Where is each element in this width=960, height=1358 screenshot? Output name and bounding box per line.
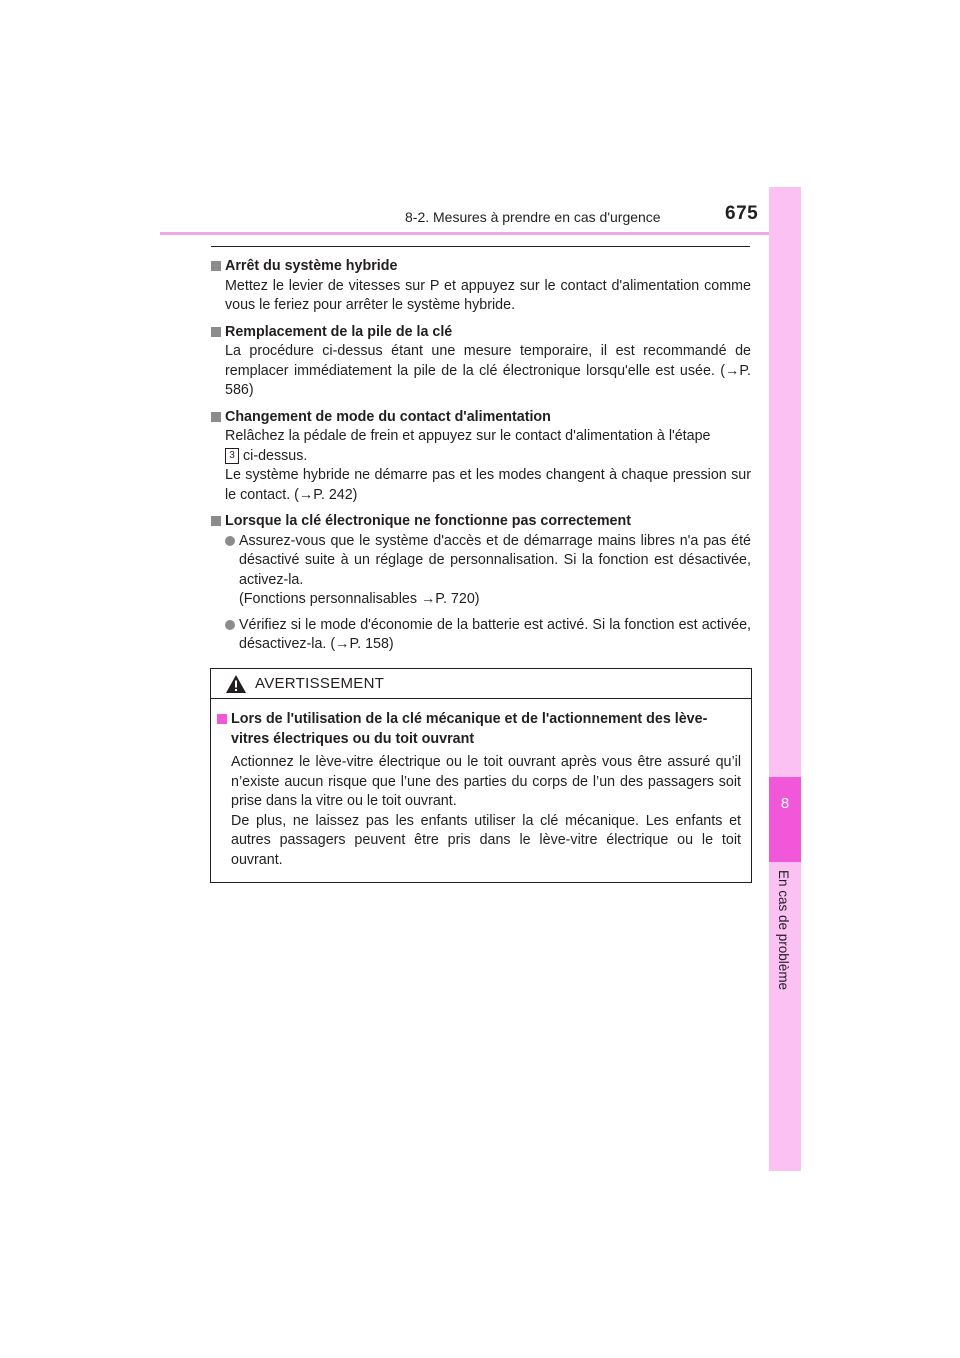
- section-title: 8-2. Mesures à prendre en cas d'urgence: [405, 209, 661, 225]
- item-body-text: Le système hybride ne démarre pas et les modes changent à chaque pression sur le contact. (→P. 242): [225, 467, 751, 503]
- step-number-box: 3: [225, 448, 239, 464]
- chapter-label: En cas de problème: [776, 870, 791, 991]
- section-item: [211, 512, 751, 655]
- item-body: La procédure ci-dessus étant une mesure temporaire, il est recommandé de remplacer immédiatement la pile de la clé électronique lorsqu'elle est usée. (→P. 586): [225, 343, 751, 398]
- square-bullet-icon: [211, 516, 221, 526]
- chapter-sidetab: [769, 187, 801, 1171]
- chapter-tab-active: [769, 777, 801, 862]
- bullet-text: Vérifiez si le mode d'économie de la batterie est activé. Si la fonction est activée, désactivez-la. (→P. 158): [239, 616, 751, 652]
- item-title: Remplacement de la pile de la clé: [225, 323, 453, 340]
- item-title: Changement de mode du contact d'alimentation: [225, 408, 551, 425]
- chapter-number: 8: [780, 795, 790, 812]
- item-body-text: Relâchez la pédale de frein et appuyez sur le contact d'alimentation à l'étape: [225, 428, 711, 444]
- circle-bullet-icon: [225, 620, 235, 630]
- warning-header: [211, 669, 751, 699]
- warning-triangle-icon: [225, 674, 247, 694]
- bullet-text: (Fonctions personnalisables →P. 720): [239, 591, 480, 607]
- bullet-text: Assurez-vous que le système d'accès et de démarrage mains libres n'a pas été désactivé suite à un réglage de personnalisation. Si la fonction est désactivée, activez-la.: [239, 532, 751, 588]
- square-bullet-icon: [211, 261, 221, 271]
- warning-box: [210, 668, 752, 883]
- main-content: [211, 257, 751, 662]
- header-rule: [160, 232, 801, 235]
- circle-bullet-icon: [225, 536, 235, 546]
- warning-label: AVERTISSEMENT: [255, 675, 385, 692]
- item-title: Arrêt du système hybride: [225, 258, 398, 274]
- section-item: [211, 408, 751, 506]
- item-body: [211, 427, 751, 505]
- item-title: Lorsque la clé électronique ne fonctionne pas correctement: [225, 513, 631, 529]
- section-item: [211, 323, 751, 401]
- item-body: Mettez le levier de vitesses sur P et appuyez sur le contact d'alimentation comme vous le feriez pour arrêter le système hybride.: [225, 277, 751, 313]
- square-bullet-icon: [211, 327, 221, 337]
- item-body-text: ci-dessus.: [243, 447, 308, 464]
- warning-title: Lors de l'utilisation de la clé mécanique et de l'actionnement des lève-vitres électriques ou du toit ouvrant: [231, 711, 708, 747]
- square-bullet-icon: [217, 714, 227, 724]
- section-item: [211, 257, 751, 316]
- warning-body: [211, 699, 751, 870]
- warning-text: Actionnez le lève-vitre électrique ou le toit ouvrant après vous être assuré qu’il n’existe aucun risque que l’une des parties du corps de l’un des passagers soit prise dans la vitre ou le toit ouvrant.: [231, 754, 741, 809]
- warning-text: De plus, ne laissez pas les enfants utiliser la clé mécanique. Les enfants et autres passagers peuvent être pris dans le lève-vitre électrique ou le toit ouvrant.: [231, 812, 741, 868]
- content-top-rule: [211, 246, 750, 247]
- square-bullet-icon: [211, 412, 221, 422]
- list-item: [211, 532, 751, 610]
- list-item: [211, 616, 751, 655]
- page-number: 675: [725, 203, 759, 224]
